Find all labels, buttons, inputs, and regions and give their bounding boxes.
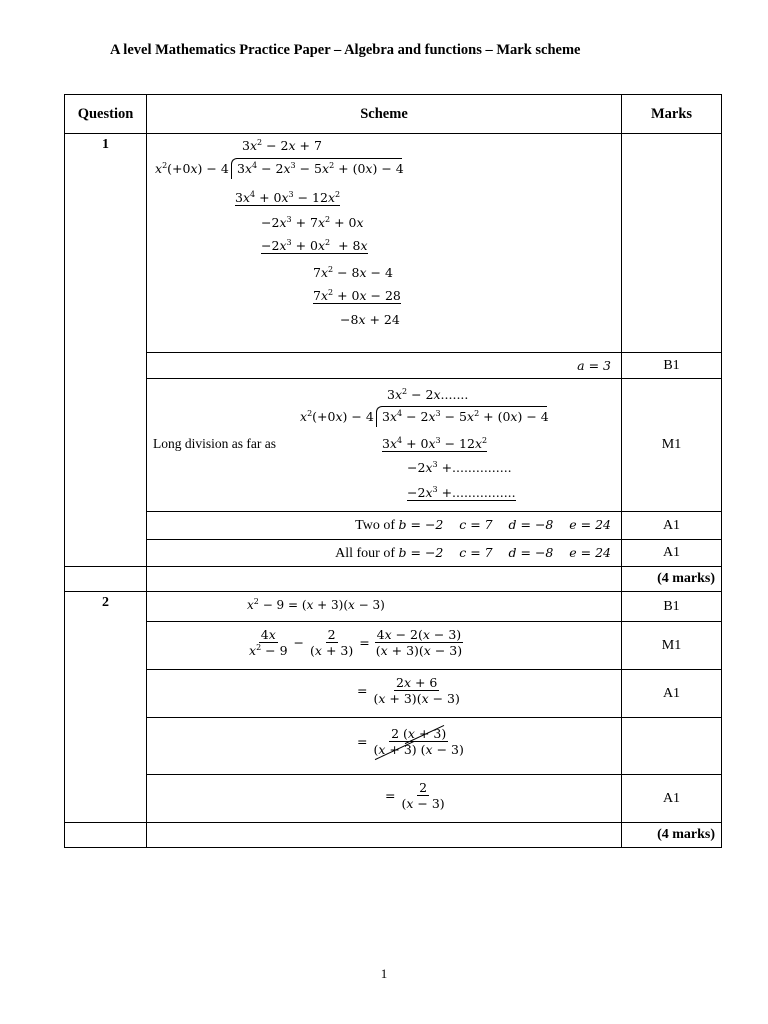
two-of-prefix: Two of — [355, 518, 396, 533]
common-denominator-expression: $\frac{4x}{x^2 - 9}$ − $\frac{2}{(x + 3)}$ = $\frac{4x - 2(x - 3)}{(x + 3)(x - 3)}$ — [249, 627, 463, 659]
mark-b1: B1 — [622, 353, 722, 379]
table-row — [65, 622, 722, 670]
simplified-numerator-expression: = $\frac{2x + 6}{(x + 3)(x - 3)}$ — [357, 675, 460, 706]
final-answer-expression: = $\frac{2}{(x - 3)}$ — [385, 780, 445, 811]
mark-b1: B1 — [622, 592, 722, 622]
working-line-4: $7x^2 - 8x - 4$ — [313, 265, 393, 281]
factorise-expression: $x^2 - 9 = (x + 3)(x - 3)$ — [247, 597, 385, 612]
empty-cell — [65, 823, 147, 848]
table-header-row — [65, 95, 722, 134]
q2-cancel-factor — [147, 718, 622, 775]
mark-a1: A1 — [622, 670, 722, 718]
partial-line-2: $-2x^3$ +............... — [407, 460, 512, 476]
table-row — [65, 512, 722, 540]
empty-mark-cell — [622, 134, 722, 353]
all-four-cell — [147, 540, 622, 567]
table-row — [65, 134, 722, 353]
a-value: a = 3 — [147, 353, 622, 379]
partial-line-3: $-2x^3$ +................ — [407, 485, 516, 501]
q2-factorise — [147, 592, 622, 622]
page-title: A level Mathematics Practice Paper – Algebra and functions – Mark scheme — [110, 42, 581, 58]
header-question: Question — [65, 95, 147, 134]
working-line-1: $3x^4 + 0x^3 - 12x^2$ — [235, 190, 341, 206]
mark-a1: A1 — [622, 775, 722, 823]
empty-mark-cell — [622, 718, 722, 775]
empty-cell — [147, 567, 622, 592]
working-line-3: $-2x^3 + 0x^2 + 8x$ — [261, 238, 368, 254]
table-row — [65, 718, 722, 775]
long-division-label: Long division as far as — [153, 436, 276, 451]
mark-m1: M1 — [622, 622, 722, 670]
table-row — [65, 540, 722, 567]
mark-a1: A1 — [622, 512, 722, 540]
q1-long-division-working — [147, 134, 622, 353]
two-of-cell — [147, 512, 622, 540]
working-line-2: $-2x^3 + 7x^2 + 0x$ — [261, 215, 364, 231]
partial-quotient: $3x^2 - 2x$....... — [387, 387, 469, 403]
mark-a1: A1 — [622, 540, 722, 567]
two-of-values: b = −2 c = 7 d = −8 e = 24 — [398, 517, 611, 532]
mark-scheme-table — [64, 94, 722, 848]
all-four-values: b = −2 c = 7 d = −8 e = 24 — [398, 544, 611, 560]
dividend: $3x^4 - 2x^3 - 5x^2 + (0x) - 4$ — [237, 161, 404, 177]
table-row — [65, 670, 722, 718]
page-number: 1 — [380, 966, 388, 981]
divisor: $x^2(+0x) - 4$ — [155, 161, 229, 177]
working-line-6: −8x + 24 — [340, 312, 400, 327]
q2-common-denominator — [147, 622, 622, 670]
empty-cell — [65, 567, 147, 592]
header-marks: Marks — [622, 95, 722, 134]
partial-dividend: $3x^4 - 2x^3 - 5x^2 + (0x) - 4$ — [382, 409, 549, 425]
question-number: 2 — [65, 592, 147, 823]
header-scheme: Scheme — [147, 95, 622, 134]
table-row — [65, 567, 722, 592]
q2-final-answer — [147, 775, 622, 823]
q1-total-marks: (4 marks) — [622, 567, 722, 592]
all-four-prefix: All four of — [335, 545, 396, 561]
q2-simplified-numerator — [147, 670, 622, 718]
mark-m1: M1 — [622, 379, 722, 512]
table-row — [65, 775, 722, 823]
table-row — [65, 379, 722, 512]
q1-long-division-partial — [147, 379, 622, 512]
table-row — [65, 353, 722, 379]
cancel-factor-expression: = 2 (x + 3) (x + 3) (x − 3) — [357, 726, 466, 757]
partial-line-1: $3x^4 + 0x^3 - 12x^2$ — [382, 436, 488, 452]
table-row — [65, 823, 722, 848]
q2-total-marks: (4 marks) — [622, 823, 722, 848]
question-number: 1 — [65, 134, 147, 567]
empty-cell — [147, 823, 622, 848]
partial-divisor: $x^2(+0x) - 4$ — [300, 409, 374, 425]
working-line-5: $7x^2 + 0x - 28$ — [313, 288, 401, 304]
table-row — [65, 592, 722, 622]
quotient: $3x^2 - 2x + 7$ — [242, 138, 322, 154]
